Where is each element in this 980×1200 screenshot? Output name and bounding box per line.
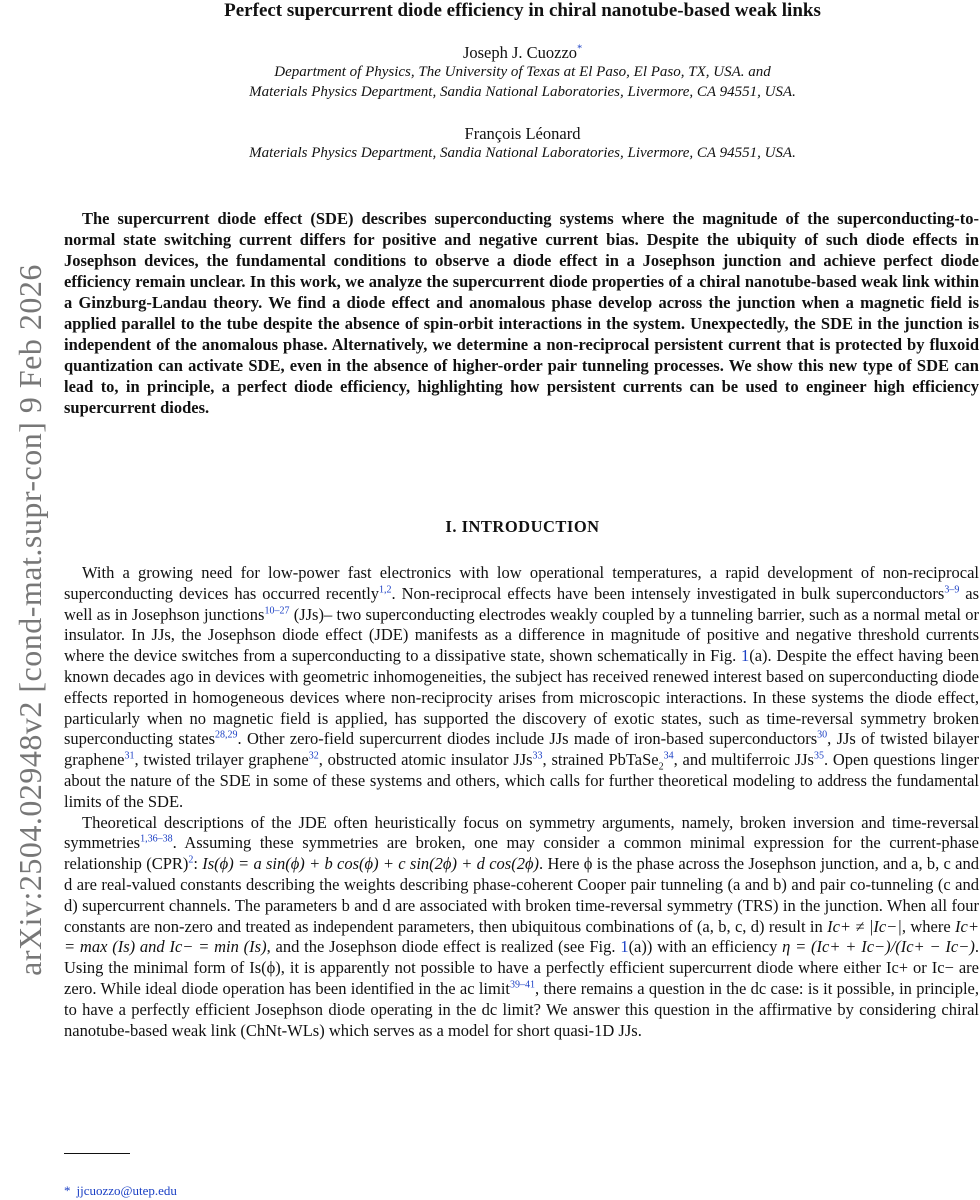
author-1-name: Joseph J. Cuozzo (462, 43, 578, 62)
author-1-affiliation-1: Department of Physics, The University of Texas at El Paso, El Paso, TX, USA. and (274, 64, 771, 80)
arxiv-identifier: arXiv:2504.02948v2 [cond-mat.supr-con] 9 Feb 2026 (12, 264, 48, 976)
author-1-affiliation-2: Materials Physics Department, Sandia National Laboratories, Livermore, CA 94551, USA. (249, 84, 796, 100)
citation[interactable]: 32 (308, 750, 319, 762)
inequality-equation: Ic+ ≠ |Ic−| (827, 916, 902, 936)
citation[interactable]: 10–27 (264, 605, 290, 617)
figure-link[interactable]: 1 (620, 937, 629, 957)
citation[interactable]: 1,36–38 (140, 833, 173, 845)
citation[interactable]: 39–41 (510, 979, 536, 991)
section-heading-introduction: I. INTRODUCTION (445, 517, 600, 536)
author-1-footnote-mark[interactable]: * (577, 43, 583, 55)
figure-link[interactable]: 1 (740, 646, 750, 666)
citation[interactable]: 28,29 (215, 729, 238, 741)
citation[interactable]: 31 (124, 750, 135, 762)
cpr-equation: Is(ϕ) = a sin(ϕ) + b cos(ϕ) + c sin(2ϕ) + d cos(2ϕ) (202, 854, 540, 874)
paper-title: Perfect supercurrent diode efficiency in chiral nanotube-based weak links (224, 0, 821, 21)
author-2-name: François Léonard (464, 124, 581, 143)
introduction-body (64, 563, 979, 1041)
citation[interactable]: 33 (532, 750, 543, 762)
citation[interactable]: 30 (817, 729, 828, 741)
author-2-affiliation: Materials Physics Department, Sandia National Laboratories, Livermore, CA 94551, USA. (249, 145, 796, 161)
citation[interactable]: 2 (188, 854, 194, 866)
citation[interactable]: 3–9 (944, 584, 960, 596)
email-link[interactable]: jjcuozzo@utep.edu (76, 1183, 177, 1198)
footnote-rule (64, 1153, 130, 1154)
citation[interactable]: 35 (813, 750, 824, 762)
paragraph-1: With a growing need for low-power fast electronics with low operational temperatures, a rapid development of non-reciprocal superconducting devices has occurred recently$^{1,2}$. Non-reciprocal effects have been intensely investigated in bulk superconductors$^{3-9}$ as well as in Josephson junctions$^{10-27}$ (JJs)– two superconducting electrodes weakly coupled by a tunneling barrier, such as a normal metal or insulator. In JJs, the Josephson diode effect (JDE) manifests as a difference in magnitude of positive and negative threshold currents where the device switches from a superconducting to a dissipative state, shown schematically in Fig. 1(a). Despite the effect having been known decades ago in devices with geometric inhomogeneities, the subject has received renewed interest based on superconducting diode effects reported in homogeneous devices where non-reciprocity arises from microscopic interactions. In these systems the diode effect, particularly when no magnetic field is applied, has supported the discovery of exotic states, such as time-reversal symmetry broken superconducting states$^{28,29}$. Other zero-field supercurrent diodes include JJs made of iron-based superconductors$^{30}$, JJs of twisted bilayer graphene$^{31}$, twisted trilayer graphene$^{32}$, obstructed atomic insulator JJs$^{33}$, strained PbTaSe$_2^{34}$, and multiferroic JJs$^{35}$. Open questions linger about the nature of the SDE in some of these systems and others, which calls for further theoretical modeling to address the fundamental limits of the SDE. (64, 563, 979, 811)
efficiency-equation: η = (Ic+ + Ic−)/(Ic+ − Ic−) (782, 937, 975, 957)
abstract: The supercurrent diode effect (SDE) describes superconducting systems where the magnitude of the superconducting-to-normal state switching current differs for positive and negative current bias. Despite the ubiquity of such diode effects in Josephson devices, the fundamental conditions to observe a diode effect in a Josephson junction and achieve perfect diode efficiency remain unclear. In this work, we analyze the supercurrent diode properties of a chiral nanotube-based weak link within a Ginzburg-Landau theory. We find a diode effect and anomalous phase develop across the junction when a magnetic field is applied parallel to the tube despite the absence of spin-orbit interactions in the system. Unexpectedly, the SDE in the junction is independent of the anomalous phase. Alternatively, we determine a non-reciprocal persistent current that is protected by fluxoid quantization can activate SDE, even in the absence of higher-order pair tunneling processes. We show this new type of SDE can lead to, in principle, a perfect diode efficiency, highlighting how persistent currents can be used to engineer high efficiency supercurrent diodes. (64, 209, 979, 417)
critical-current-definition: Ic+ = max (Is) and Ic− = min (Is) (64, 916, 979, 957)
subscript: 2 (658, 761, 664, 773)
footnote-mark: * (64, 1183, 71, 1198)
citation[interactable]: 1,2 (379, 584, 392, 596)
citation[interactable]: 34 (663, 750, 674, 762)
author-name (0, 43, 980, 63)
footnote (64, 1183, 177, 1199)
paragraph-2: Theoretical descriptions of the JDE often heuristically focus on symmetry arguments, namely, broken inversion and time-reversal symmetries$^{1,36-38}$. Assuming these symmetries are broken, one may consider a common minimal expression for the current-phase relationship (CPR)$^2$: Is(ϕ) = a sin(ϕ) + b cos(ϕ) + c sin(2ϕ) + d cos(2ϕ). Here ϕ is the phase across the Josephson junction, and a, b, c and d are real-valued constants describing the weights describing phase-coherent Cooper pair tunneling (a and b) and pair co-tunneling (c and d) supercurrent channels. The parameters b and d are associated with broken time-reversal symmetry (TRS) in the junction. When all four constants are non-zero and treated as independent parameters, then ubiquitous combinations of (a, b, c, d) result in Ic+ ≠ |Ic−|, where Ic+ = max (Is) and Ic− = min (Is), and the Josephson diode effect is realized (see Fig. 1(a)) with an efficiency η = (Ic+ + Ic−)/(Ic+ − Ic−). Using the minimal form of Is(ϕ), it is apparently not possible to have a perfectly efficient supercurrent diode where either Ic+ or Ic− are zero. While ideal diode operation has been identified in the ac limit$^{39-41}$, there remains a question in the dc case: is it possible, in principle, to have a perfectly efficient Josephson diode operating in the dc limit? We answer this question in the affirmative by considering chiral nanotube-based weak link (ChNt-WLs) which serves as a model for short quasi-1D JJs. (64, 812, 979, 1040)
